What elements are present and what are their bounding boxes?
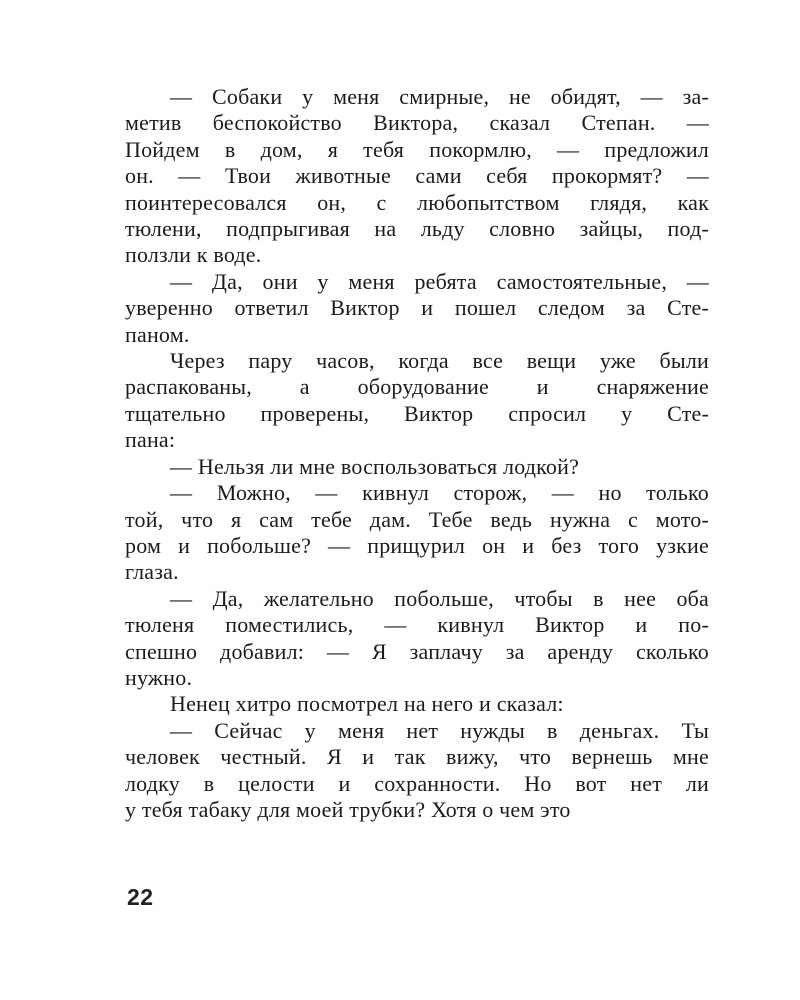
paragraph bbox=[125, 454, 709, 480]
paragraph bbox=[125, 269, 709, 348]
text-line: лодку в целости и сохранности. Но вот нет ли bbox=[125, 770, 709, 796]
text-line: пана: bbox=[125, 427, 176, 453]
text-line: поинтересовался он, с любопытством глядя, как bbox=[125, 189, 709, 215]
text-line: нужно. bbox=[125, 664, 193, 690]
page-number: 22 bbox=[127, 884, 154, 910]
text-line: метив беспокойство Виктора, сказал Степан. — bbox=[125, 110, 709, 136]
body-text bbox=[125, 84, 709, 823]
text-line: тюлени, подпрыгивая на льду словно зайцы, под- bbox=[125, 216, 709, 242]
paragraph bbox=[125, 586, 709, 692]
text-line: человек честный. Я и так вижу, что вернешь мне bbox=[125, 744, 709, 770]
text-line: глаза. bbox=[125, 559, 179, 585]
text-line: — Можно, — кивнул сторож, — но только bbox=[170, 480, 709, 506]
text-line: ром и побольше? — прищурил он и без того узкие bbox=[125, 532, 709, 558]
text-line: той, что я сам тебе дам. Тебе ведь нужна с мото- bbox=[125, 506, 709, 532]
text-line: у тебя табаку для моей трубки? Хотя о чем это bbox=[125, 796, 571, 822]
text-line: тюленя поместились, — кивнул Виктор и по- bbox=[125, 612, 709, 638]
paragraph bbox=[125, 691, 709, 717]
text-line: Пойдем в дом, я тебя покормлю, — предложил bbox=[125, 136, 709, 162]
text-line: — Собаки у меня смирные, не обидят, — за- bbox=[170, 84, 709, 109]
text-line: — Сейчас у меня нет нужды в деньгах. Ты bbox=[170, 717, 709, 743]
text-line: — Да, они у меня ребята самостоятельные, — bbox=[170, 268, 709, 294]
paragraph bbox=[125, 84, 709, 269]
text-line: он. — Твои животные сами себя прокормят? — bbox=[125, 163, 709, 189]
paragraph bbox=[125, 718, 709, 824]
text-line: ползли к воде. bbox=[125, 242, 262, 268]
text-line: Через пару часов, когда все вещи уже были bbox=[170, 348, 709, 374]
text-line: паном. bbox=[125, 321, 190, 347]
text-line: Ненец хитро посмотрел на него и сказал: bbox=[170, 691, 564, 717]
text-line: спешно добавил: — Я заплачу за аренду сколько bbox=[125, 638, 709, 664]
text-line: — Да, желательно побольше, чтобы в нее оба bbox=[170, 585, 709, 611]
text-line: распакованы, а оборудование и снаряжение bbox=[125, 374, 709, 400]
text-line: тщательно проверены, Виктор спросил у Сте- bbox=[125, 400, 709, 426]
paragraph bbox=[125, 348, 709, 454]
text-line: — Нельзя ли мне воспользоваться лодкой? bbox=[170, 453, 580, 479]
text-line: уверенно ответил Виктор и пошел следом за Сте- bbox=[125, 295, 709, 321]
paragraph bbox=[125, 480, 709, 586]
